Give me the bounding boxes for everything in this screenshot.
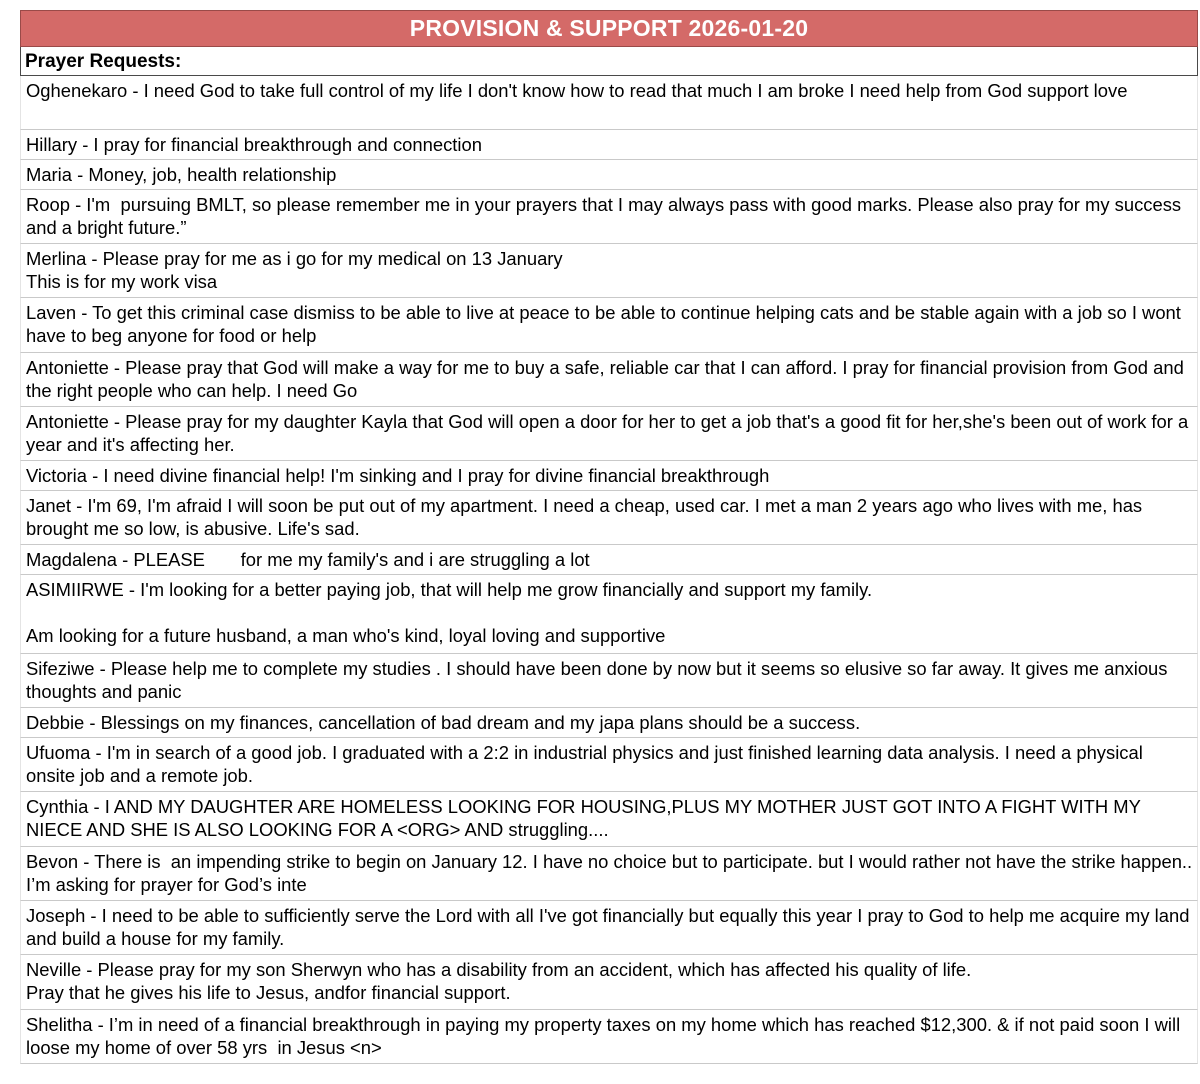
prayer-request-row: Debbie - Blessings on my finances, cancellation of bad dream and my japa plans should be a success. — [20, 708, 1198, 738]
prayer-request-row: Antoniette - Please pray that God will make a way for me to buy a safe, reliable car that I can afford. I pray for financial provision from God and the right people who can help. I need Go — [20, 353, 1198, 407]
section-label: Prayer Requests: — [20, 47, 1198, 76]
prayer-request-row: Shelitha - I’m in need of a financial breakthrough in paying my property taxes on my home which has reached $12,300. & if not paid soon I will loose my home of over 58 yrs in Jesus <n> — [20, 1010, 1198, 1064]
prayer-request-row: Oghenekaro - I need God to take full control of my life I don't know how to read that much I am broke I need help from God support love — [20, 76, 1198, 130]
prayer-request-row: Bevon - There is an impending strike to begin on January 12. I have no choice but to participate. but I would rather not have the strike happen.. I’m asking for prayer for God’s inte — [20, 847, 1198, 901]
prayer-request-row: Cynthia - I AND MY DAUGHTER ARE HOMELESS LOOKING FOR HOUSING,PLUS MY MOTHER JUST GOT INTO A FIGHT WITH MY NIECE AND SHE IS ALSO LOOKING FOR A <ORG> AND struggling.... — [20, 792, 1198, 847]
prayer-request-row: Antoniette - Please pray for my daughter Kayla that God will open a door for her to get a job that's a good fit for her,she's been out of work for a year and it's affecting her. — [20, 407, 1198, 461]
prayer-request-row: Sifeziwe - Please help me to complete my studies . I should have been done by now but it seems so elusive so far away. It gives me anxious thoughts and panic — [20, 654, 1198, 708]
prayer-request-row: ASIMIIRWE - I'm looking for a better paying job, that will help me grow financially and support my family. Am looking for a future husband, a man who's kind, loyal loving and supportive — [20, 575, 1198, 654]
prayer-request-row: Maria - Money, job, health relationship — [20, 160, 1198, 190]
prayer-request-row: Janet - I'm 69, I'm afraid I will soon be put out of my apartment. I need a cheap, used car. I met a man 2 years ago who lives with me, has brought me so low, is abusive. Life's sad. — [20, 491, 1198, 545]
prayer-request-row: Laven - To get this criminal case dismiss to be able to live at peace to be able to continue helping cats and be stable again with a job so I wont have to beg anyone for food or help — [20, 298, 1198, 353]
prayer-request-row: Victoria - I need divine financial help! I'm sinking and I pray for divine financial breakthrough — [20, 461, 1198, 491]
prayer-request-row: Hillary - I pray for financial breakthrough and connection — [20, 130, 1198, 160]
prayer-request-list — [20, 76, 1198, 1064]
prayer-request-row: Neville - Please pray for my son Sherwyn who has a disability from an accident, which has affected his quality of life. Pray that he gives his life to Jesus, andfor financial support. — [20, 955, 1198, 1010]
prayer-request-row: Ufuoma - I'm in search of a good job. I graduated with a 2:2 in industrial physics and just finished learning data analysis. I need a physical onsite job and a remote job. — [20, 738, 1198, 792]
prayer-request-row: Joseph - I need to be able to sufficiently serve the Lord with all I've got financially but equally this year I pray to God to help me acquire my land and build a house for my family. — [20, 901, 1198, 955]
sheet-title: PROVISION & SUPPORT 2026-01-20 — [20, 10, 1198, 47]
prayer-request-row: Roop - I'm pursuing BMLT, so please remember me in your prayers that I may always pass with good marks. Please also pray for my success and a bright future.” — [20, 190, 1198, 244]
prayer-request-sheet — [20, 10, 1198, 1064]
prayer-request-row: Magdalena - PLEASE for me my family's and i are struggling a lot — [20, 545, 1198, 575]
prayer-request-row: Merlina - Please pray for me as i go for my medical on 13 January This is for my work visa — [20, 244, 1198, 298]
